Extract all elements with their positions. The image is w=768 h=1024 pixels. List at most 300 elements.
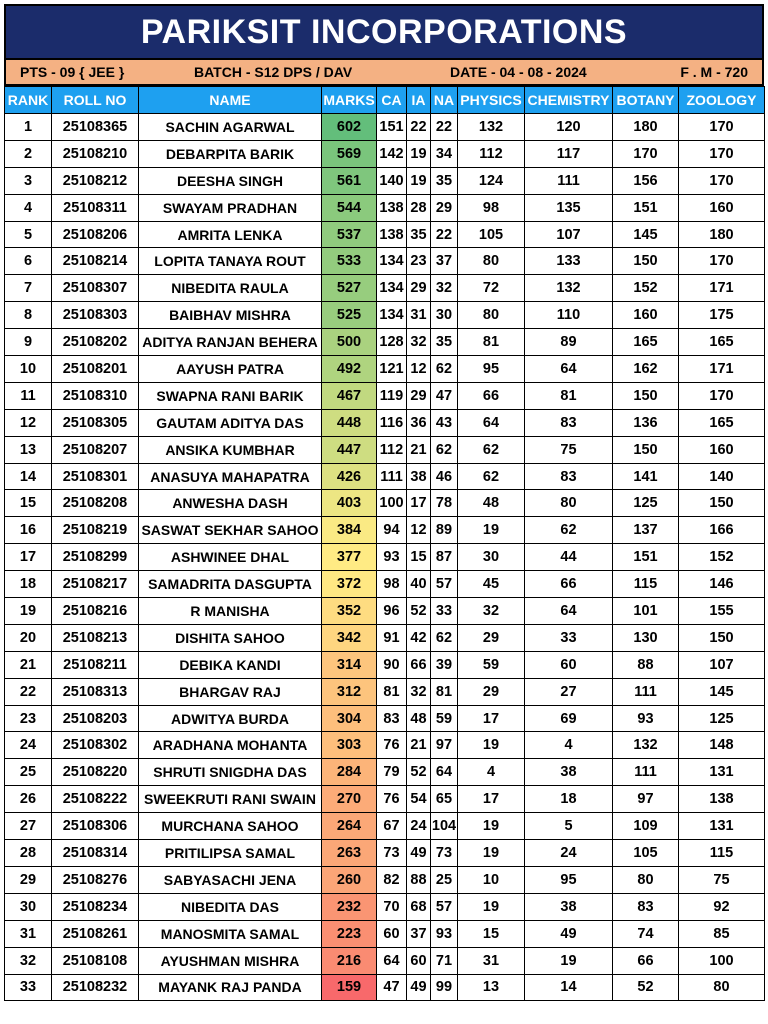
- ca-cell: 116: [377, 409, 407, 436]
- physics-cell: 48: [458, 490, 525, 517]
- ca-cell: 91: [377, 624, 407, 651]
- rank-cell: 8: [5, 302, 52, 329]
- zoology-cell: 170: [679, 382, 765, 409]
- roll-no-cell: 25108203: [52, 705, 139, 732]
- botany-cell: 111: [613, 678, 679, 705]
- chemistry-cell: 120: [525, 114, 613, 141]
- physics-cell: 59: [458, 651, 525, 678]
- ca-cell: 73: [377, 840, 407, 867]
- zoology-cell: 80: [679, 974, 765, 1001]
- botany-cell: 125: [613, 490, 679, 517]
- ca-cell: 112: [377, 436, 407, 463]
- chemistry-cell: 38: [525, 893, 613, 920]
- chemistry-cell: 24: [525, 840, 613, 867]
- ca-cell: 151: [377, 114, 407, 141]
- physics-cell: 62: [458, 463, 525, 490]
- name-cell: BHARGAV RAJ: [139, 678, 322, 705]
- marks-cell: 561: [322, 167, 377, 194]
- botany-cell: 52: [613, 974, 679, 1001]
- marks-cell: 492: [322, 356, 377, 383]
- roll-no-cell: 25108261: [52, 920, 139, 947]
- ia-cell: 12: [407, 517, 431, 544]
- zoology-cell: 155: [679, 598, 765, 625]
- roll-no-cell: 25108214: [52, 248, 139, 275]
- table-row: [5, 114, 765, 141]
- physics-cell: 19: [458, 840, 525, 867]
- na-cell: 37: [431, 248, 458, 275]
- ia-cell: 17: [407, 490, 431, 517]
- ia-cell: 12: [407, 356, 431, 383]
- rank-cell: 27: [5, 813, 52, 840]
- name-cell: ADWITYA BURDA: [139, 705, 322, 732]
- na-cell: 39: [431, 651, 458, 678]
- na-cell: 89: [431, 517, 458, 544]
- sheet-title: PARIKSIT INCORPORATIONS: [4, 4, 764, 60]
- table-row: [5, 329, 765, 356]
- rank-cell: 15: [5, 490, 52, 517]
- marks-cell: 602: [322, 114, 377, 141]
- zoology-cell: 165: [679, 329, 765, 356]
- physics-cell: 32: [458, 598, 525, 625]
- marks-cell: 533: [322, 248, 377, 275]
- table-row: [5, 759, 765, 786]
- ca-cell: 94: [377, 517, 407, 544]
- zoology-cell: 125: [679, 705, 765, 732]
- name-cell: NIBEDITA RAULA: [139, 275, 322, 302]
- name-cell: AYUSHMAN MISHRA: [139, 947, 322, 974]
- chemistry-cell: 19: [525, 947, 613, 974]
- chemistry-cell: 107: [525, 221, 613, 248]
- chemistry-cell: 4: [525, 732, 613, 759]
- na-cell: 47: [431, 382, 458, 409]
- roll-no-cell: 25108310: [52, 382, 139, 409]
- ia-cell: 15: [407, 544, 431, 571]
- zoology-cell: 85: [679, 920, 765, 947]
- rank-cell: 16: [5, 517, 52, 544]
- ia-cell: 32: [407, 678, 431, 705]
- name-cell: BAIBHAV MISHRA: [139, 302, 322, 329]
- botany-cell: 109: [613, 813, 679, 840]
- col-ia: IA: [407, 87, 431, 114]
- na-cell: 57: [431, 893, 458, 920]
- table-row: [5, 974, 765, 1001]
- table-row: [5, 678, 765, 705]
- ca-cell: 83: [377, 705, 407, 732]
- ca-cell: 67: [377, 813, 407, 840]
- na-cell: 64: [431, 759, 458, 786]
- physics-cell: 15: [458, 920, 525, 947]
- rank-cell: 13: [5, 436, 52, 463]
- ca-cell: 60: [377, 920, 407, 947]
- botany-cell: 151: [613, 194, 679, 221]
- roll-no-cell: 25108212: [52, 167, 139, 194]
- physics-cell: 19: [458, 732, 525, 759]
- ca-cell: 128: [377, 329, 407, 356]
- physics-cell: 29: [458, 624, 525, 651]
- ia-cell: 32: [407, 329, 431, 356]
- roll-no-cell: 25108232: [52, 974, 139, 1001]
- rank-cell: 26: [5, 786, 52, 813]
- zoology-cell: 146: [679, 571, 765, 598]
- na-cell: 22: [431, 114, 458, 141]
- na-cell: 93: [431, 920, 458, 947]
- zoology-cell: 140: [679, 463, 765, 490]
- ia-cell: 24: [407, 813, 431, 840]
- table-row: [5, 813, 765, 840]
- col-botany: BOTANY: [613, 87, 679, 114]
- rank-cell: 11: [5, 382, 52, 409]
- physics-cell: 98: [458, 194, 525, 221]
- name-cell: DEBIKA KANDI: [139, 651, 322, 678]
- name-cell: ANASUYA MAHAPATRA: [139, 463, 322, 490]
- name-cell: SABYASACHI JENA: [139, 866, 322, 893]
- ca-cell: 111: [377, 463, 407, 490]
- chemistry-cell: 49: [525, 920, 613, 947]
- table-row: [5, 947, 765, 974]
- na-cell: 32: [431, 275, 458, 302]
- botany-cell: 130: [613, 624, 679, 651]
- roll-no-cell: 25108234: [52, 893, 139, 920]
- ia-cell: 38: [407, 463, 431, 490]
- marks-cell: 312: [322, 678, 377, 705]
- na-cell: 59: [431, 705, 458, 732]
- botany-cell: 165: [613, 329, 679, 356]
- ia-cell: 49: [407, 974, 431, 1001]
- zoology-cell: 152: [679, 544, 765, 571]
- physics-cell: 80: [458, 302, 525, 329]
- table-row: [5, 167, 765, 194]
- chemistry-cell: 60: [525, 651, 613, 678]
- zoology-cell: 150: [679, 624, 765, 651]
- roll-no-cell: 25108207: [52, 436, 139, 463]
- chemistry-cell: 135: [525, 194, 613, 221]
- full-marks-label: F . M - 720: [680, 64, 748, 80]
- zoology-cell: 171: [679, 275, 765, 302]
- marks-cell: 527: [322, 275, 377, 302]
- ca-cell: 64: [377, 947, 407, 974]
- table-row: [5, 544, 765, 571]
- ia-cell: 68: [407, 893, 431, 920]
- ia-cell: 31: [407, 302, 431, 329]
- ia-cell: 21: [407, 436, 431, 463]
- ca-cell: 81: [377, 678, 407, 705]
- table-row: [5, 194, 765, 221]
- na-cell: 29: [431, 194, 458, 221]
- chemistry-cell: 110: [525, 302, 613, 329]
- col-ca: CA: [377, 87, 407, 114]
- marks-cell: 447: [322, 436, 377, 463]
- botany-cell: 115: [613, 571, 679, 598]
- botany-cell: 162: [613, 356, 679, 383]
- physics-cell: 4: [458, 759, 525, 786]
- botany-cell: 80: [613, 866, 679, 893]
- na-cell: 62: [431, 436, 458, 463]
- botany-cell: 101: [613, 598, 679, 625]
- ca-cell: 96: [377, 598, 407, 625]
- roll-no-cell: 25108301: [52, 463, 139, 490]
- name-cell: LOPITA TANAYA ROUT: [139, 248, 322, 275]
- zoology-cell: 92: [679, 893, 765, 920]
- date-label: DATE - 04 - 08 - 2024: [450, 64, 587, 80]
- physics-cell: 62: [458, 436, 525, 463]
- physics-cell: 132: [458, 114, 525, 141]
- rank-cell: 4: [5, 194, 52, 221]
- ca-cell: 90: [377, 651, 407, 678]
- chemistry-cell: 44: [525, 544, 613, 571]
- ia-cell: 29: [407, 275, 431, 302]
- name-cell: MURCHANA SAHOO: [139, 813, 322, 840]
- roll-no-cell: 25108299: [52, 544, 139, 571]
- table-row: [5, 517, 765, 544]
- botany-cell: 150: [613, 382, 679, 409]
- roll-no-cell: 25108313: [52, 678, 139, 705]
- name-cell: PRITILIPSA SAMAL: [139, 840, 322, 867]
- ia-cell: 36: [407, 409, 431, 436]
- ca-cell: 142: [377, 140, 407, 167]
- rank-cell: 21: [5, 651, 52, 678]
- marks-cell: 159: [322, 974, 377, 1001]
- ia-cell: 52: [407, 759, 431, 786]
- ia-cell: 66: [407, 651, 431, 678]
- roll-no-cell: 25108216: [52, 598, 139, 625]
- rank-cell: 9: [5, 329, 52, 356]
- zoology-cell: 170: [679, 167, 765, 194]
- rank-cell: 5: [5, 221, 52, 248]
- marks-cell: 403: [322, 490, 377, 517]
- na-cell: 46: [431, 463, 458, 490]
- table-row: [5, 436, 765, 463]
- zoology-cell: 150: [679, 490, 765, 517]
- marks-cell: 352: [322, 598, 377, 625]
- physics-cell: 31: [458, 947, 525, 974]
- table-row: [5, 624, 765, 651]
- na-cell: 87: [431, 544, 458, 571]
- zoology-cell: 138: [679, 786, 765, 813]
- rank-cell: 10: [5, 356, 52, 383]
- physics-cell: 64: [458, 409, 525, 436]
- chemistry-cell: 38: [525, 759, 613, 786]
- na-cell: 35: [431, 329, 458, 356]
- zoology-cell: 166: [679, 517, 765, 544]
- roll-no-cell: 25108217: [52, 571, 139, 598]
- chemistry-cell: 83: [525, 463, 613, 490]
- roll-no-cell: 25108222: [52, 786, 139, 813]
- botany-cell: 83: [613, 893, 679, 920]
- roll-no-cell: 25108206: [52, 221, 139, 248]
- marks-cell: 270: [322, 786, 377, 813]
- botany-cell: 141: [613, 463, 679, 490]
- marks-cell: 264: [322, 813, 377, 840]
- table-row: [5, 866, 765, 893]
- physics-cell: 29: [458, 678, 525, 705]
- physics-cell: 45: [458, 571, 525, 598]
- table-row: [5, 598, 765, 625]
- ia-cell: 23: [407, 248, 431, 275]
- botany-cell: 160: [613, 302, 679, 329]
- roll-no-cell: 25108202: [52, 329, 139, 356]
- name-cell: ADITYA RANJAN BEHERA: [139, 329, 322, 356]
- ca-cell: 82: [377, 866, 407, 893]
- roll-no-cell: 25108219: [52, 517, 139, 544]
- rank-cell: 17: [5, 544, 52, 571]
- roll-no-cell: 25108306: [52, 813, 139, 840]
- name-cell: SWAYAM PRADHAN: [139, 194, 322, 221]
- ca-cell: 100: [377, 490, 407, 517]
- marks-cell: 525: [322, 302, 377, 329]
- col-rank: RANK: [5, 87, 52, 114]
- zoology-cell: 160: [679, 436, 765, 463]
- name-cell: SHRUTI SNIGDHA DAS: [139, 759, 322, 786]
- ia-cell: 29: [407, 382, 431, 409]
- zoology-cell: 180: [679, 221, 765, 248]
- table-row: [5, 651, 765, 678]
- zoology-cell: 107: [679, 651, 765, 678]
- rank-cell: 2: [5, 140, 52, 167]
- chemistry-cell: 133: [525, 248, 613, 275]
- marks-cell: 260: [322, 866, 377, 893]
- chemistry-cell: 64: [525, 356, 613, 383]
- name-cell: ARADHANA MOHANTA: [139, 732, 322, 759]
- na-cell: 104: [431, 813, 458, 840]
- rank-cell: 19: [5, 598, 52, 625]
- na-cell: 43: [431, 409, 458, 436]
- marks-cell: 569: [322, 140, 377, 167]
- marks-cell: 544: [322, 194, 377, 221]
- chemistry-cell: 81: [525, 382, 613, 409]
- na-cell: 57: [431, 571, 458, 598]
- name-cell: AMRITA LENKA: [139, 221, 322, 248]
- zoology-cell: 131: [679, 813, 765, 840]
- marks-cell: 372: [322, 571, 377, 598]
- name-cell: DISHITA SAHOO: [139, 624, 322, 651]
- table-row: [5, 356, 765, 383]
- marks-cell: 448: [322, 409, 377, 436]
- roll-no-cell: 25108276: [52, 866, 139, 893]
- marks-cell: 216: [322, 947, 377, 974]
- table-row: [5, 920, 765, 947]
- chemistry-cell: 27: [525, 678, 613, 705]
- table-row: [5, 275, 765, 302]
- physics-cell: 72: [458, 275, 525, 302]
- rank-cell: 1: [5, 114, 52, 141]
- physics-cell: 105: [458, 221, 525, 248]
- rank-cell: 3: [5, 167, 52, 194]
- header-row: [5, 87, 765, 114]
- botany-cell: 180: [613, 114, 679, 141]
- ia-cell: 49: [407, 840, 431, 867]
- na-cell: 33: [431, 598, 458, 625]
- ca-cell: 79: [377, 759, 407, 786]
- table-row: [5, 732, 765, 759]
- zoology-cell: 170: [679, 140, 765, 167]
- physics-cell: 13: [458, 974, 525, 1001]
- physics-cell: 17: [458, 705, 525, 732]
- zoology-cell: 115: [679, 840, 765, 867]
- name-cell: SAMADRITA DASGUPTA: [139, 571, 322, 598]
- na-cell: 62: [431, 356, 458, 383]
- botany-cell: 151: [613, 544, 679, 571]
- botany-cell: 105: [613, 840, 679, 867]
- chemistry-cell: 5: [525, 813, 613, 840]
- physics-cell: 112: [458, 140, 525, 167]
- zoology-cell: 170: [679, 248, 765, 275]
- results-table: [4, 86, 765, 1001]
- roll-no-cell: 25108365: [52, 114, 139, 141]
- ca-cell: 70: [377, 893, 407, 920]
- info-bar: [4, 60, 764, 86]
- physics-cell: 19: [458, 893, 525, 920]
- physics-cell: 17: [458, 786, 525, 813]
- botany-cell: 132: [613, 732, 679, 759]
- botany-cell: 150: [613, 248, 679, 275]
- marks-cell: 303: [322, 732, 377, 759]
- zoology-cell: 148: [679, 732, 765, 759]
- botany-cell: 156: [613, 167, 679, 194]
- chemistry-cell: 89: [525, 329, 613, 356]
- table-row: [5, 302, 765, 329]
- roll-no-cell: 25108302: [52, 732, 139, 759]
- botany-cell: 93: [613, 705, 679, 732]
- roll-no-cell: 25108210: [52, 140, 139, 167]
- botany-cell: 137: [613, 517, 679, 544]
- marks-cell: 467: [322, 382, 377, 409]
- rank-cell: 20: [5, 624, 52, 651]
- na-cell: 99: [431, 974, 458, 1001]
- rank-cell: 29: [5, 866, 52, 893]
- name-cell: R MANISHA: [139, 598, 322, 625]
- roll-no-cell: 25108303: [52, 302, 139, 329]
- zoology-cell: 170: [679, 114, 765, 141]
- na-cell: 73: [431, 840, 458, 867]
- ia-cell: 54: [407, 786, 431, 813]
- roll-no-cell: 25108311: [52, 194, 139, 221]
- ca-cell: 134: [377, 248, 407, 275]
- rank-cell: 12: [5, 409, 52, 436]
- ca-cell: 121: [377, 356, 407, 383]
- physics-cell: 19: [458, 517, 525, 544]
- roll-no-cell: 25108201: [52, 356, 139, 383]
- name-cell: NIBEDITA DAS: [139, 893, 322, 920]
- roll-no-cell: 25108108: [52, 947, 139, 974]
- roll-no-cell: 25108213: [52, 624, 139, 651]
- chemistry-cell: 18: [525, 786, 613, 813]
- marks-cell: 263: [322, 840, 377, 867]
- ia-cell: 37: [407, 920, 431, 947]
- na-cell: 97: [431, 732, 458, 759]
- na-cell: 71: [431, 947, 458, 974]
- physics-cell: 30: [458, 544, 525, 571]
- rank-cell: 31: [5, 920, 52, 947]
- chemistry-cell: 117: [525, 140, 613, 167]
- rank-cell: 7: [5, 275, 52, 302]
- zoology-cell: 145: [679, 678, 765, 705]
- chemistry-cell: 64: [525, 598, 613, 625]
- rank-cell: 32: [5, 947, 52, 974]
- roll-no-cell: 25108211: [52, 651, 139, 678]
- marks-cell: 232: [322, 893, 377, 920]
- marks-cell: 377: [322, 544, 377, 571]
- rank-cell: 14: [5, 463, 52, 490]
- ia-cell: 35: [407, 221, 431, 248]
- botany-cell: 111: [613, 759, 679, 786]
- na-cell: 35: [431, 167, 458, 194]
- botany-cell: 74: [613, 920, 679, 947]
- marks-cell: 223: [322, 920, 377, 947]
- table-row: [5, 571, 765, 598]
- chemistry-cell: 69: [525, 705, 613, 732]
- ia-cell: 42: [407, 624, 431, 651]
- col-physics: PHYSICS: [458, 87, 525, 114]
